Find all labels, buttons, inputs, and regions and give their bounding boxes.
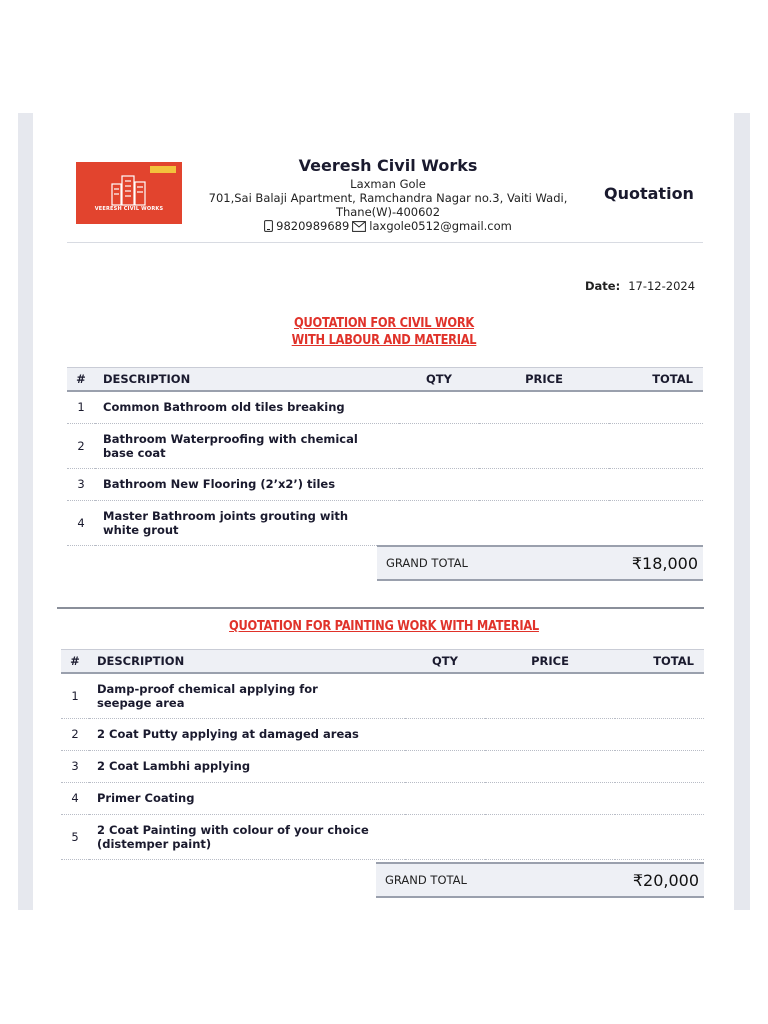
col-num: # bbox=[61, 650, 89, 674]
col-num: # bbox=[67, 368, 95, 392]
row-num: 4 bbox=[61, 782, 89, 814]
table-row bbox=[67, 500, 703, 545]
row-description: 2 Coat Putty applying at damaged areas bbox=[89, 718, 405, 750]
grand-total-value: ₹20,000 bbox=[632, 870, 699, 890]
owner-name: Laxman Gole bbox=[350, 177, 426, 191]
row-num: 3 bbox=[67, 468, 95, 500]
col-total: TOTAL bbox=[609, 368, 703, 392]
contact-line bbox=[206, 219, 570, 233]
page-edge-left bbox=[18, 113, 33, 910]
building-icon bbox=[108, 174, 150, 206]
row-description: 2 Coat Lambhi applying bbox=[89, 750, 405, 782]
civil-heading-line-1: QUOTATION FOR CIVIL WORK bbox=[293, 316, 475, 331]
header-divider bbox=[67, 242, 703, 243]
company-header bbox=[206, 156, 570, 233]
phone-number: 9820989689 bbox=[276, 219, 350, 233]
table-row bbox=[61, 718, 704, 750]
painting-work-table bbox=[61, 649, 704, 860]
table-header-row bbox=[67, 368, 703, 392]
row-description: Bathroom New Flooring (2’x2’) tiles bbox=[95, 468, 399, 500]
table-row bbox=[61, 814, 704, 859]
date-row bbox=[585, 279, 695, 293]
col-description: DESCRIPTION bbox=[89, 650, 405, 674]
row-description: Master Bathroom joints grouting with white grout bbox=[95, 500, 399, 545]
grand-total-value: ₹18,000 bbox=[631, 553, 698, 573]
col-qty: QTY bbox=[399, 368, 479, 392]
row-num: 1 bbox=[67, 391, 95, 423]
civil-grand-total bbox=[377, 545, 703, 581]
civil-heading bbox=[252, 315, 516, 349]
phone-icon bbox=[264, 220, 273, 232]
painting-heading: QUOTATION FOR PAINTING WORK WITH MATERIAL bbox=[229, 619, 539, 634]
col-price: PRICE bbox=[479, 368, 609, 392]
email-address: laxgole0512@gmail.com bbox=[369, 219, 512, 233]
table-header-row bbox=[61, 650, 704, 674]
row-description: Primer Coating bbox=[89, 782, 405, 814]
logo-badge bbox=[150, 166, 176, 173]
col-description: DESCRIPTION bbox=[95, 368, 399, 392]
date-value: 17-12-2024 bbox=[628, 279, 696, 293]
civil-work-table bbox=[67, 367, 703, 546]
company-name: Veeresh Civil Works bbox=[298, 156, 478, 175]
row-description: Damp-proof chemical applying for seepage area bbox=[89, 673, 405, 718]
table-row bbox=[67, 391, 703, 423]
row-num: 1 bbox=[61, 673, 89, 718]
address-line-1: 701,Sai Balaji Apartment, Ramchandra Nagar no.3, Vaiti Wadi, bbox=[208, 191, 568, 205]
grand-total-label: GRAND TOTAL bbox=[385, 873, 467, 887]
row-num: 5 bbox=[61, 814, 89, 859]
col-price: PRICE bbox=[485, 650, 615, 674]
row-description: 2 Coat Painting with colour of your choice (distemper paint) bbox=[89, 814, 405, 859]
address-line-2: Thane(W)-400602 bbox=[335, 205, 441, 219]
row-description: Bathroom Waterproofing with chemical base coat bbox=[95, 423, 399, 468]
table-row bbox=[61, 673, 704, 718]
col-qty: QTY bbox=[405, 650, 485, 674]
row-num: 2 bbox=[67, 423, 95, 468]
page-edge-right bbox=[734, 113, 750, 910]
table-row bbox=[67, 468, 703, 500]
document-title: Quotation bbox=[604, 184, 694, 203]
painting-grand-total bbox=[376, 862, 704, 898]
date-label: Date: bbox=[585, 279, 621, 293]
company-logo bbox=[76, 162, 182, 224]
row-num: 2 bbox=[61, 718, 89, 750]
table-row bbox=[61, 750, 704, 782]
col-total: TOTAL bbox=[615, 650, 704, 674]
table-row bbox=[67, 423, 703, 468]
grand-total-label: GRAND TOTAL bbox=[386, 556, 468, 570]
civil-heading-line-2: WITH LABOUR AND MATERIAL bbox=[291, 333, 477, 348]
section-divider bbox=[57, 607, 704, 609]
row-num: 4 bbox=[67, 500, 95, 545]
mail-icon bbox=[352, 221, 366, 232]
logo-text: VEERESH CIVIL WORKS bbox=[94, 206, 164, 212]
row-description: Common Bathroom old tiles breaking bbox=[95, 391, 399, 423]
table-row bbox=[61, 782, 704, 814]
row-num: 3 bbox=[61, 750, 89, 782]
